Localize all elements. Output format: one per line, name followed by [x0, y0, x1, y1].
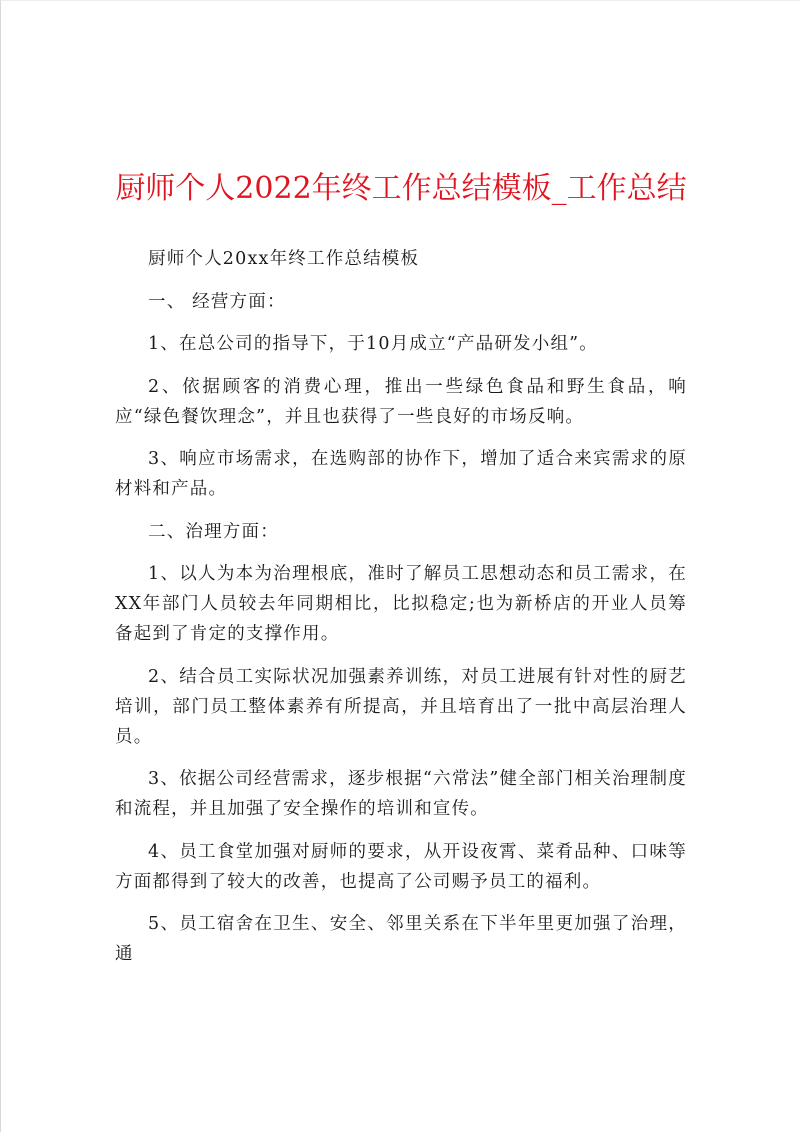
paragraph-management-2: 2、结合员工实际状况加强素养训练，对员工进展有针对性的厨艺培训，部门员工整体素养有所提高，并且培育出了一批中高层治理人员。 [115, 666, 687, 747]
document-body [115, 244, 687, 982]
document-title: 厨师个人2022年终工作总结模板_工作总结 [115, 171, 687, 206]
paragraph-management-3: 3、依据公司经营需求，逐步根据“六常法”健全部门相关治理制度和流程，并且加强了安全操作的培训和宣传。 [115, 769, 687, 819]
subtitle-paragraph: 厨师个人20xx年终工作总结模板 [148, 249, 420, 269]
section-heading-operations: 一、 经营方面： [148, 291, 286, 312]
section-heading-management: 二、治理方面： [148, 521, 279, 542]
paragraph-operations-2: 2、依据顾客的消费心理，推出一些绿色食品和野生食品，响应“绿色餐饮理念”，并且也获得了一些良好的市场反响。 [115, 376, 687, 427]
paragraph-management-4: 4、员工食堂加强对厨师的要求，从开设夜霄、菜肴品种、口味等方面都得到了较大的改善，也提高了公司赐予员工的福利。 [115, 841, 687, 892]
paragraph-management-1: 1、以人为本为治理根底，准时了解员工思想动态和员工需求，在XX年部门人员较去年同期相比，比拟稳定;也为新桥店的开业人员筹备起到了肯定的支撑作用。 [115, 564, 687, 644]
paragraph-operations-1: 1、在总公司的指导下，于10月成立“产品研发小组”。 [148, 334, 598, 354]
paragraph-operations-3: 3、响应市场需求，在选购部的协作下，增加了适合来宾需求的原材料和产品。 [115, 449, 687, 499]
paragraph-management-5: 5、员工宿舍在卫生、安全、邻里关系在下半年里更加强了治理，通 [115, 914, 687, 964]
